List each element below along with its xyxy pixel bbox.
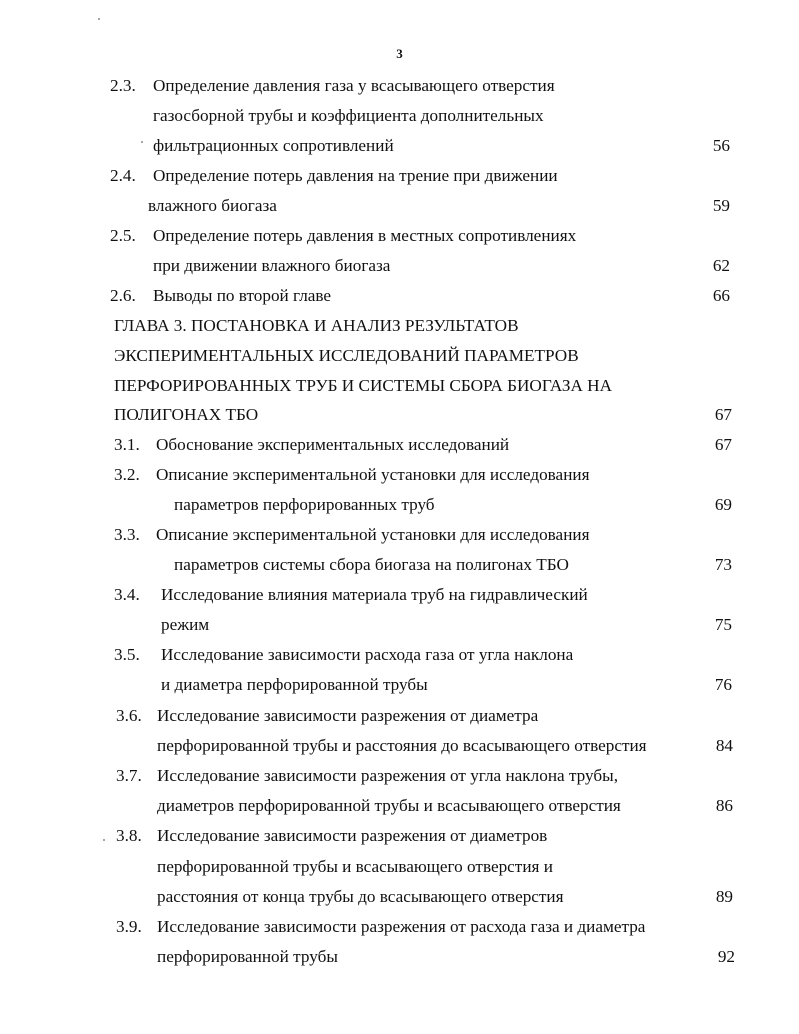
toc-entry-number: 3.3. [114,525,140,544]
toc-entry-title-line: диаметров перфорированной трубы и всасывающего отверстия [157,796,621,815]
toc-entry-title-line: и диаметра перфорированной трубы [161,675,428,694]
toc-entry-title-line: при движении влажного биогаза [153,256,391,275]
toc-entry-number: 3.5. [114,645,140,664]
chapter-heading-line: ЭКСПЕРИМЕНТАЛЬНЫХ ИССЛЕДОВАНИЙ ПАРАМЕТРОВ [114,346,579,365]
toc-entry-number: 2.3. [110,76,136,95]
toc-entry-number: 2.5. [110,226,136,245]
toc-page-number: 84 [715,736,733,755]
toc-entry-title-line: перфорированной трубы и расстояния до всасывающего отверстия [157,736,647,755]
toc-entry-title-line: расстояния от конца трубы до всасывающего отверстия [157,887,564,906]
toc-entry-title-line: Исследование зависимости разрежения от диаметров [157,826,548,845]
scan-speck [141,141,143,143]
toc-entry-title-line: Исследование зависимости разрежения от диаметра [157,706,539,725]
chapter-heading-line: ПОЛИГОНАХ ТБО [114,405,259,424]
toc-entry-title-line: Описание экспериментальной установки для исследования [156,465,590,484]
toc-entry-title-line: Исследование зависимости расхода газа от угла наклона [161,645,574,664]
toc-entry-number: 3.9. [116,917,142,936]
toc-entry-number: 3.4. [114,585,140,604]
toc-entry-title-line: влажного биогаза [148,196,277,215]
toc-page-number: 76 [714,675,732,694]
toc-entry-title-line: Описание экспериментальной установки для исследования [156,525,590,544]
toc-page-number: 59 [712,196,730,215]
chapter-heading-line: ПЕРФОРИРОВАННЫХ ТРУБ И СИСТЕМЫ СБОРА БИОГАЗА НА [114,376,613,395]
toc-page-number: 67 [714,405,732,424]
toc-page-number: 56 [712,136,730,155]
toc-page-number: 92 [717,947,735,966]
toc-entry-title-line: фильтрационных сопротивлений [153,136,394,155]
toc-page-number: 66 [712,286,730,305]
toc-entry-title-line: параметров системы сбора биогаза на полигонах ТБО [174,555,569,574]
toc-entry-title-line: Исследование влияния материала труб на гидравлический [161,585,588,604]
toc-entry-title-line: перфорированной трубы [157,947,338,966]
toc-entry-title-line: параметров перфорированных труб [174,495,435,514]
toc-entry-title-line: Исследование зависимости разрежения от угла наклона трубы, [157,766,618,785]
toc-entry-number: 3.7. [116,766,142,785]
toc-entry-title-line: Определение давления газа у всасывающего отверстия [153,76,555,95]
toc-page-number: 67 [714,435,732,454]
toc-entry-title-line: газосборной трубы и коэффициента дополнительных [153,106,544,125]
toc-entry-number: 3.2. [114,465,140,484]
toc-entry-number: 3.6. [116,706,142,725]
toc-entry-number: 2.4. [110,166,136,185]
toc-page-number: 75 [714,615,732,634]
toc-entry-title-line: Исследование зависимости разрежения от расхода газа и диаметра [157,917,646,936]
toc-page-number: 73 [714,555,732,574]
toc-page-number: 62 [712,256,730,275]
toc-entry-title-line: перфорированной трубы и всасывающего отверстия и [157,857,553,876]
scan-speck [103,839,105,841]
toc-entry-title-line: режим [161,615,210,634]
page-number: 3 [396,46,403,61]
toc-entry-number: 3.8. [116,826,142,845]
toc-page-number: 69 [714,495,732,514]
toc-page-number: 86 [715,796,733,815]
toc-entry-title-line: Определение потерь давления на трение при движении [153,166,558,185]
chapter-heading-line: ГЛАВА 3. ПОСТАНОВКА И АНАЛИЗ РЕЗУЛЬТАТОВ [114,316,519,335]
toc-page-number: 89 [715,887,733,906]
scan-speck [98,18,100,20]
toc-entry-number: 3.1. [114,435,140,454]
toc-entry-number: 2.6. [110,286,136,305]
toc-entry-title-line: Выводы по второй главе [153,286,332,305]
toc-entry-title-line: Обоснование экспериментальных исследований [156,435,510,454]
toc-entry-title-line: Определение потерь давления в местных сопротивлениях [153,226,577,245]
